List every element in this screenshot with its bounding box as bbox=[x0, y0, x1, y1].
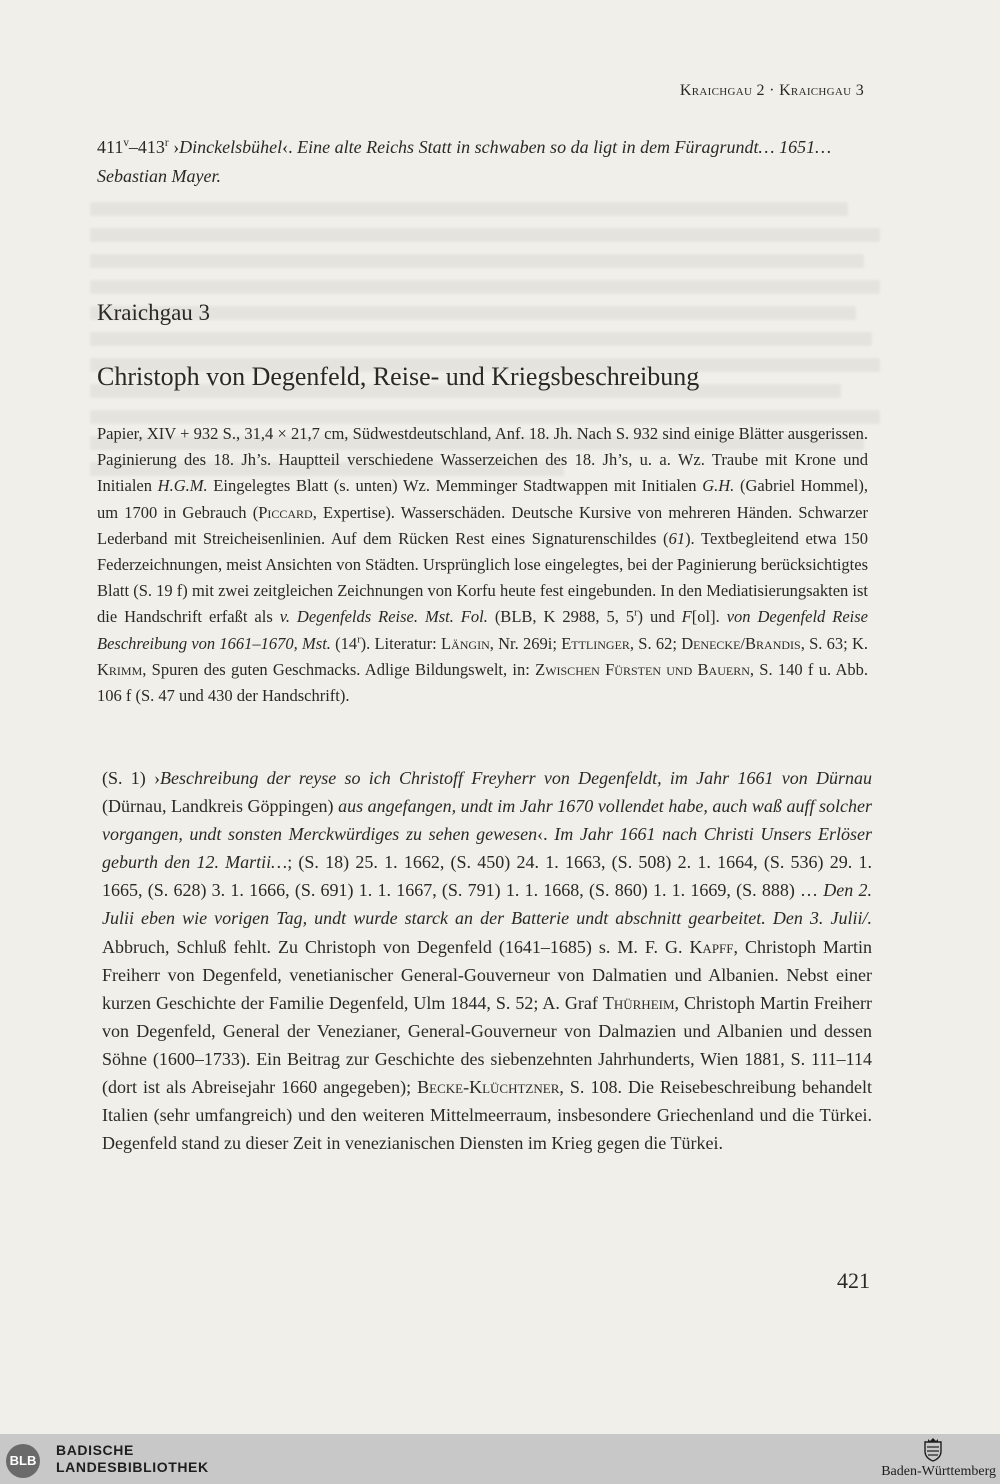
content-text: ‹. bbox=[537, 824, 555, 845]
description-text: Papier, XIV + 932 S., 31,4 × 21,7 cm, Südwestdeutschland, Anf. 18. Jh. Nach S. 932 sind einige Blätter ausgerissen. Paginierung des 18. Jh’s. Hauptteil verschiedene Wasserzeichen des 18. Jh’s, u. a. Wz. Traube mit Krone und Initialen bbox=[97, 424, 868, 496]
content-author: Thürheim bbox=[602, 992, 675, 1013]
library-name-line1: BADISCHE bbox=[56, 1442, 134, 1458]
content-text: (S. 1) › bbox=[102, 768, 161, 788]
content-author: Kapff bbox=[689, 936, 734, 957]
description-italic: v. Degenfelds Reise. Mst. Fol. bbox=[279, 607, 488, 627]
content-text: ; (S. 18) 25. 1. 1662, (S. 450) 24. 1. 1663, (S. 508) 2. 1. 1664, (S. 536) 29. 1. 1665, (S. 628) 3. 1. 1666, (S. 691) 1. 1. 1667, (S. 791) 1. 1. 1668, (S. 860) 1. 1. 1669, (S. 888) … bbox=[102, 852, 873, 901]
content-text: (Dürnau, Landkreis Göppingen) bbox=[102, 796, 339, 817]
state-name: Baden-Württemberg bbox=[881, 1464, 996, 1479]
description-text: ). Literatur: bbox=[360, 633, 442, 653]
description-superscript: r bbox=[357, 634, 361, 646]
previous-entry-incipit: Eine alte Reichs Statt in schwaben so da ligt in dem Füragrundt… 1651… Sebastian Mayer. bbox=[97, 137, 832, 186]
description-italic: H.G.M. bbox=[157, 476, 208, 496]
description-author: Ettlinger bbox=[561, 633, 630, 653]
folio-end: 413 bbox=[137, 137, 165, 157]
description-text: ) und bbox=[637, 607, 682, 627]
description-italic: G.H. bbox=[702, 476, 735, 496]
description-author: Längin bbox=[441, 633, 490, 653]
quote-open: › bbox=[168, 137, 180, 157]
previous-entry-title: Dinckelsbühel bbox=[179, 137, 283, 157]
previous-entry-text bbox=[97, 133, 867, 191]
description-text: , Expertise). Wasserschäden. Deutsche Kursive von mehreren Händen. Schwarzer Lederband mit Streicheisenlinien. Auf dem Rücken Rest eines Signaturenschildes ( bbox=[97, 502, 868, 548]
quote-close: ‹. bbox=[282, 137, 298, 157]
content-text: , Christoph Martin Freiherr von Degenfeld, General der Venezianer, General-Gouverneur von Dalmazien und Albanien und dessen Söhne (1600–1733). Ein Beitrag zur Geschichte des siebenzehnten Jahrhunderts, Wien 1881, S. 111–114 (dort ist als Abreisejahr 1660 angegeben); bbox=[102, 992, 872, 1098]
description-author: Piccard bbox=[258, 502, 313, 522]
folio-start: 411 bbox=[97, 137, 124, 157]
description-text: ). Textbegleitend etwa 150 Federzeichnungen, meist Ansichten von Städten. Ursprünglich lose eingelegtes, bei der Paginierung berücksichtigtes Blatt (S. 19 f) mit zwei zeitgleichen Zeichnungen von Korfu heute fest eingebunden. In den Mediatisierungsakten ist die Handschrift erfaßt als bbox=[97, 528, 868, 627]
description-text: , Spuren des guten Geschmacks. Adlige Bildungswelt, in: bbox=[142, 659, 536, 679]
description-text: Eingelegtes Blatt (s. unten) Wz. Memminger Stadtwappen mit Initialen bbox=[207, 476, 703, 496]
content-text: , Christoph Martin Freiherr von Degenfeld, venetianischer General-Gouverneur von Dalmatien und Albanien. Nebst einer kurzen Geschichte der Familie Degenfeld, Ulm 1844, S. 52; A. Graf bbox=[102, 936, 873, 1013]
content-quote: Im Jahr 1661 nach Christi Unsers Erlöser geburth den 12. Martii… bbox=[102, 824, 873, 873]
content-text: , S. 108. Die Reisebeschreibung behandelt Italien (sehr umfangreich) und den weiteren Mittelmeerraum, insbesondere Griechenland und die Türkei. Degenfeld stand zu dieser Zeit in venezianischen Diensten im Krieg gegen die Türkei. bbox=[102, 1077, 872, 1154]
running-head-right: Kraichgau 3 bbox=[779, 82, 864, 99]
description-text: (BLB, K 2988, 5, 5 bbox=[487, 607, 635, 627]
folio-start-side: v bbox=[123, 137, 129, 149]
running-head-left: Kraichgau 2 bbox=[679, 82, 765, 99]
description-text: (Gabriel Hommel), um 1700 in Gebrauch ( bbox=[97, 476, 868, 522]
description-author: K. Krimm bbox=[97, 633, 869, 679]
section-title: Christoph von Degenfeld, Reise- und Kriegsbeschreibung bbox=[97, 362, 700, 391]
content-text: Abbruch, Schluß fehlt. Zu Christoph von Degenfeld (1641–1685) s. M. F. G. bbox=[102, 936, 690, 957]
description-text: , S. 63; bbox=[800, 633, 852, 653]
description-author: Denecke/Brandis bbox=[681, 633, 801, 653]
description-text: , S. 140 f u. Abb. 106 f (S. 47 und 430 der Handschrift). bbox=[97, 659, 868, 706]
folio-dash: – bbox=[128, 137, 138, 157]
running-head bbox=[680, 82, 864, 100]
section-label: Kraichgau 3 bbox=[97, 300, 211, 325]
library-name-line2: LANDESBIBLIOTHEK bbox=[56, 1459, 209, 1475]
content-description bbox=[102, 764, 872, 1157]
content-quote: Beschreibung der reyse so ich Christoff Freyherr von Degenfeldt, im Jahr 1661 von Dürnau bbox=[160, 768, 872, 788]
blb-logo[interactable]: BLB bbox=[6, 1444, 40, 1478]
footer-bar bbox=[0, 1434, 1000, 1484]
description-italic: 61 bbox=[668, 528, 686, 548]
library-name[interactable] bbox=[56, 1442, 209, 1476]
physical-description bbox=[97, 421, 868, 709]
description-italic: von Degenfeld Reise Beschreibung von 1661–1670, Mst. bbox=[97, 607, 868, 653]
content-author: Becke-Klüchtzner bbox=[417, 1077, 560, 1098]
description-author: Zwischen Fürsten und Bauern bbox=[535, 659, 750, 679]
description-text: , S. 62; bbox=[629, 633, 682, 653]
content-quote: aus angefangen, undt im Jahr 1670 vollendet habe, auch waß auff solcher vorgangen, undt sonsten Merckwürdiges zu sehen gewesen bbox=[102, 796, 872, 845]
content-quote: Den 2. Julii eben wie vorigen Tag, undt wurde starck an der Batterie undt abschnitt gearbeitet. Den 3. Julii/. bbox=[102, 880, 872, 929]
description-superscript: r bbox=[634, 607, 638, 619]
coat-of-arms-icon bbox=[922, 1436, 944, 1462]
page-number: 421 bbox=[837, 1268, 870, 1293]
description-text: [ol]. bbox=[691, 607, 727, 627]
description-text: , Nr. 269i; bbox=[489, 633, 562, 653]
folio-end-side: r bbox=[164, 137, 169, 149]
running-head-separator: · bbox=[769, 82, 775, 99]
description-italic: F bbox=[681, 607, 692, 627]
description-text: (14 bbox=[330, 633, 358, 653]
